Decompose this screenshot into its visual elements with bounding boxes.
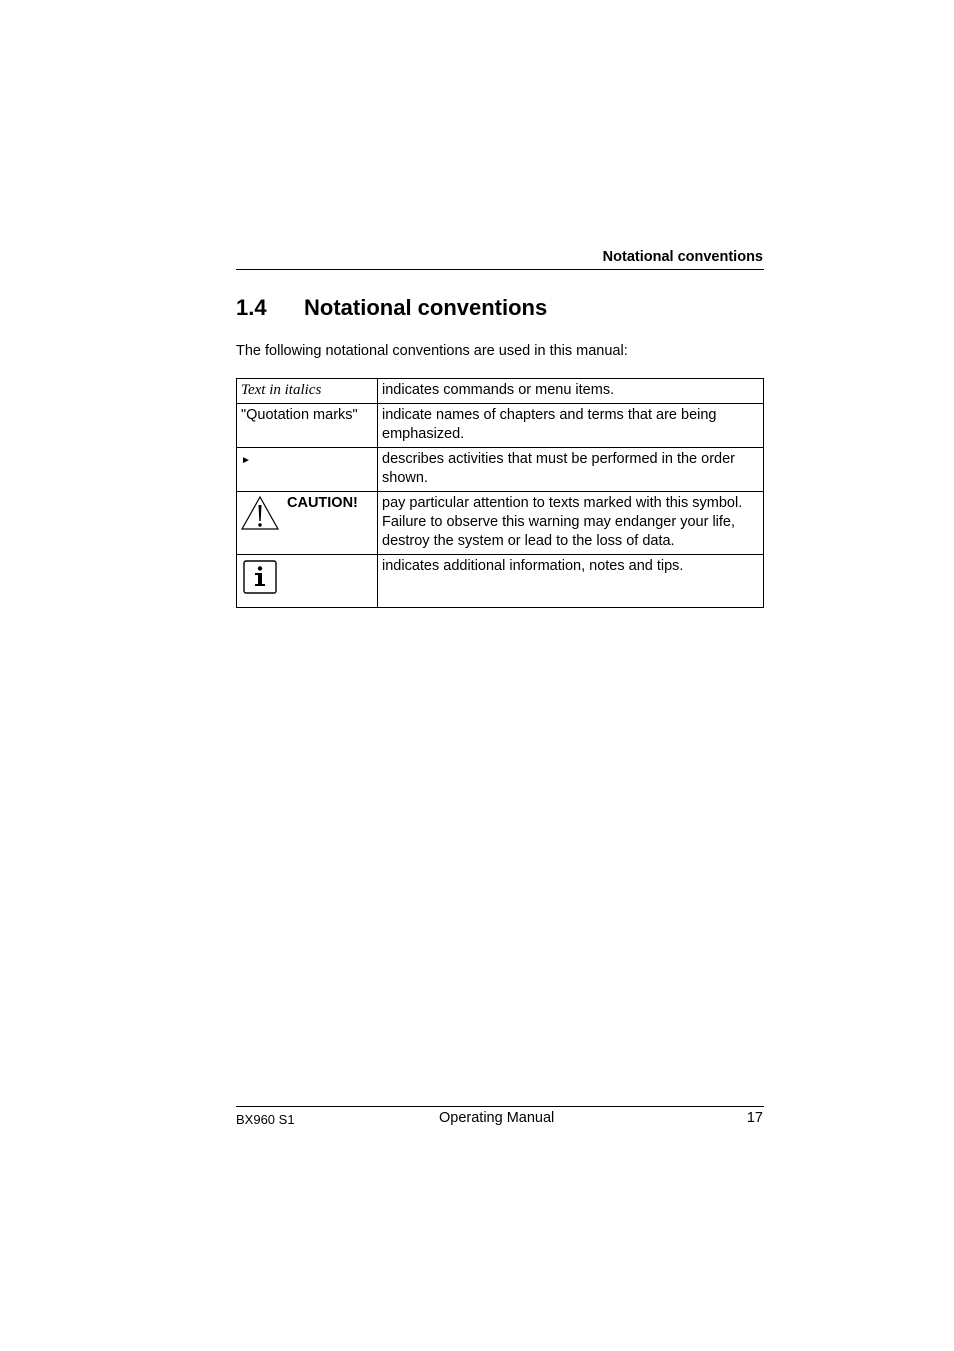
table-row — [237, 555, 764, 608]
term-cell — [237, 379, 378, 404]
table-row — [237, 492, 764, 555]
term-cell — [237, 555, 378, 608]
caution-label: CAUTION! — [287, 495, 358, 511]
section-number: 1.4 — [236, 295, 267, 320]
term-cell — [237, 492, 378, 555]
info-icon — [243, 560, 277, 594]
running-header: Notational conventions — [602, 249, 763, 265]
section-title-text: Notational conventions — [304, 295, 548, 320]
arrow-icon: ► — [241, 455, 251, 466]
term-cell — [237, 448, 378, 492]
intro-paragraph: The following notational conventions are used in this manual: — [236, 343, 628, 359]
page-number: 17 — [746, 1110, 763, 1126]
table-row — [237, 448, 764, 492]
header-rule — [236, 269, 764, 270]
section-title — [236, 295, 547, 321]
description-cell: pay particular attention to texts marked with this symbol. Failure to observe this warning may endanger your life, destroy the system or lead to the loss of data. — [378, 492, 764, 555]
table-row — [237, 404, 764, 448]
description-cell: indicates commands or menu items. — [378, 379, 764, 404]
conventions-table — [236, 378, 764, 608]
description-cell: indicate names of chapters and terms that are being emphasized. — [378, 404, 764, 448]
term-italics: Text in italics — [241, 382, 322, 398]
warning-triangle-icon — [240, 495, 280, 531]
footer-product: BX960 S1 — [236, 1112, 295, 1127]
description-cell: describes activities that must be performed in the order shown. — [378, 448, 764, 492]
description-cell: indicates additional information, notes and tips. — [378, 555, 764, 608]
term-quotation-marks: "Quotation marks" — [241, 407, 358, 423]
table-row — [237, 379, 764, 404]
footer-rule — [236, 1106, 764, 1107]
footer-manual-title: Operating Manual — [439, 1110, 555, 1126]
term-cell — [237, 404, 378, 448]
